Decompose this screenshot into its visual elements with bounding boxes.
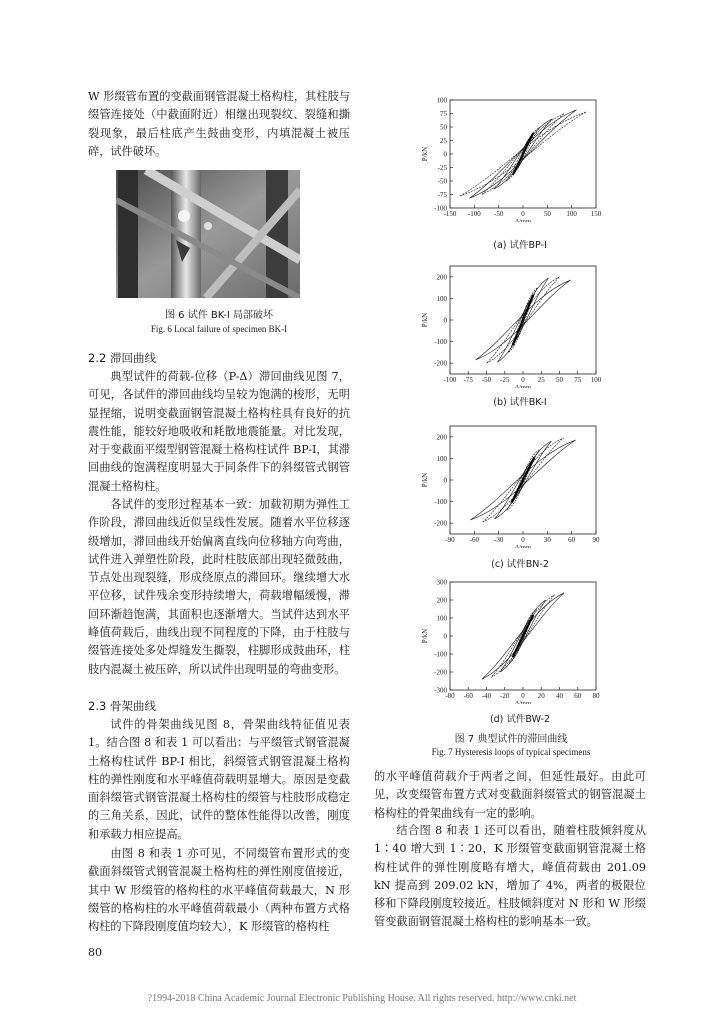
y-tick-label: -200 [434,519,447,528]
x-tick-label: -60 [469,536,480,544]
y-tick-label: 100 [436,614,447,623]
y-tick-label: -50 [437,177,447,186]
y-tick-label: -200 [434,359,447,368]
x-tick-label: 25 [537,376,545,384]
paragraph-right-b: 结合图 8 和表 1 还可以看出，随着柱肢倾斜度从 1∶40 增大到 1∶20，K 形缀管变截面钢管混凝土格构柱试件的弹性刚度略有增大，峰值荷载由 201.09 kN 提高到 209.02 kN，增加了 4%，两者的极限位移和下降段刚度较接近。柱肢倾斜度对 N 形和 W 形缀管变截面钢管混凝土格构柱的影响基本一致。 [374,824,646,929]
fig6-photo [116,170,300,298]
y-tick-label: 0 [443,632,447,641]
x-tick-label: 0 [521,210,525,218]
x-tick-label: 50 [556,376,563,384]
hysteresis-plot-bp-i [420,96,606,222]
x-tick-label: -50 [493,210,504,218]
hysteresis-plot-bk-i [420,262,606,388]
y-tick-label: 0 [443,476,447,485]
y-tick-label: -100 [434,498,447,507]
paragraph-2-3-b: 由图 8 和表 1 亦可见，不同缀管布置形式的变截面斜缀管式钢管混凝土格构柱的弹性刚度值接近，其中 W 形缀管的格构柱的水平峰值荷载最大，N 形缀管的格构柱的水平峰值荷载最小（两种布置方式格构柱的下降段刚度值均较大），K 形缀管的格构柱 [88,847,350,934]
section-heading-2-2: 2.2 滞回曲线 [88,351,156,365]
x-axis-label: Δ/mm [514,218,532,222]
y-tick-label: 100 [436,294,447,303]
x-tick-label: 80 [592,692,600,700]
y-tick-label: 75 [440,110,447,118]
x-tick-label: -25 [500,376,510,384]
y-tick-label: -200 [434,668,447,677]
paragraph-2-2-b: 各试件的变形过程基本一致：加载初期为弹性工作阶段，滞回曲线近似呈线性发展。随着水平位移逐级增加，滞回曲线开始偏离直线向位移轴方向弯曲，试件进入弹塑性阶段，此时柱肢底部出现轻微鼓曲，节点处出现裂缝，形成绕原点的滞回环。继续增大水平位移，试件残余变形持续增大，荷载增幅缓慢，滞回环渐趋饱满，其面积也逐渐增大。当试件达到水平峰值荷载后，曲线出现不同程度的下降，由于柱肢与缀管连接处多处焊缝发生撕裂，柱脚形成鼓曲环，柱肢内混凝土被压碎，所以试件出现明显的弯曲变形。 [88,498,350,676]
x-tick-label: -100 [443,376,457,384]
x-tick-label: -150 [443,210,457,218]
page-number: 80 [88,946,102,959]
x-tick-label: 50 [543,210,551,218]
y-tick-label: 100 [436,454,447,463]
y-tick-label: 0 [443,150,447,159]
fig7-caption-en: Fig. 7 Hysteresis loops of typical specimens [431,747,591,757]
y-tick-label: -100 [434,338,447,347]
x-tick-label: -90 [445,536,455,544]
paragraph-2-2-a: 典型试件的荷载-位移（P-Δ）滞回曲线见图 7，可见，各试件的滞回曲线均呈较为饱满的梭形，无明显捏缩，说明变截面钢管混凝土格构柱具有良好的抗震性能，能较好地吸收和耗散地震能量。对比发现，对于变截面平缀型钢管混凝土格构柱试件 BP-I，其滞回曲线的饱满程度明显大于同条件下的斜缀管式钢管混凝土格构柱。 [88,370,350,493]
x-tick-label: -60 [463,692,473,700]
y-tick-label: 25 [440,137,447,145]
x-tick-label: 75 [574,376,582,384]
x-tick-label: -50 [481,376,492,384]
x-tick-label: 40 [556,692,563,700]
y-axis-label: P/kN [421,146,429,162]
elastic-band [513,615,533,657]
elastic-band [513,133,533,175]
paragraph-2-3-a: 试件的骨架曲线见图 8，骨架曲线特征值见表 1。结合图 8 和表 1 可以看出：与平缀管式钢管混凝土格构柱试件 BP-I 相比，斜缀管式钢管混凝土格构柱的弹性刚度和水平峰值荷载明显增大。原因是变截面斜缀管式钢管混凝土格构柱的缀管与柱肢形成稳定的三角关系，因此，试件的整体性能得以改善，刚度和承载力相应提高。 [88,718,350,841]
elastic-band [513,295,533,346]
x-tick-label: -40 [481,692,492,700]
y-tick-label: -300 [434,686,447,695]
subcaption-c: (c) 试件BN-2 [491,559,549,570]
y-tick-label: -100 [434,204,447,213]
x-tick-label: 100 [590,376,602,384]
y-tick-label: 200 [436,433,447,442]
x-tick-label: 0 [521,536,525,544]
x-tick-label: 60 [568,536,576,544]
x-axis-label: Δ/mm [514,544,532,548]
y-tick-label: 100 [436,96,447,105]
x-tick-label: 30 [543,536,551,544]
y-tick-label: -100 [434,650,447,659]
y-tick-label: 200 [436,596,447,605]
copyright-footer: ?1994-2018 China Academic Journal Electronic Publishing House. All rights reserved. http://www.cnki.net [147,993,577,1004]
x-axis-label: Δ/mm [514,700,532,704]
y-axis-label: P/kN [421,628,429,644]
fig6-caption-en: Fig. 6 Local failure of specimen BK-I [150,324,288,334]
y-axis-label: P/kN [421,312,429,328]
x-tick-label: 150 [590,210,602,218]
paragraph-fig6-intro: W 形缀管布置的变截面钢管混凝土格构柱，其柱肢与缀管连接处（中截面附近）相继出现裂纹、裂缝和撕裂现象，最后柱底产生鼓曲变形，内填混凝土被压碎，试件破坏。 [88,90,350,158]
y-axis-label: P/kN [421,472,429,488]
x-tick-label: -80 [445,692,455,700]
x-tick-label: -30 [493,536,504,544]
y-tick-label: -25 [437,164,447,172]
hysteresis-plot-bn-2 [420,422,606,548]
x-tick-label: -75 [463,376,473,384]
subcaption-a: (a) 试件BP-I [493,240,547,251]
y-tick-label: 200 [436,273,447,282]
section-heading-2-3: 2.3 骨架曲线 [88,699,156,713]
x-tick-label: 90 [592,536,600,544]
x-tick-label: -100 [467,210,481,218]
x-axis-label: Δ/mm [514,384,532,388]
fig6-caption-cn: 图 6 试件 BK-I 局部破坏 [164,310,273,321]
paragraph-right-a: 的水平峰值荷载介于两者之间，但延性最好。由此可见，改变缀管布置方式对变截面斜缀管式的钢管混凝土格构柱的骨架曲线有一定的影响。 [374,770,646,820]
y-tick-label: 50 [440,123,447,132]
x-tick-label: 20 [537,692,545,700]
y-tick-label: 300 [436,578,447,587]
elastic-band [512,458,535,503]
y-tick-label: -75 [437,191,447,199]
hysteresis-plot-bw-2 [420,578,606,704]
fig7-caption-cn: 图 7 典型试件的滞回曲线 [454,734,568,745]
x-tick-label: -20 [500,692,510,700]
subcaption-b: (b) 试件BK-I [493,397,547,408]
x-tick-label: 100 [566,210,577,218]
x-tick-label: 0 [521,692,525,700]
x-tick-label: 0 [521,376,525,384]
x-tick-label: 60 [574,692,582,700]
y-tick-label: 0 [443,316,447,325]
subcaption-d: (d) 试件BW-2 [489,714,551,725]
